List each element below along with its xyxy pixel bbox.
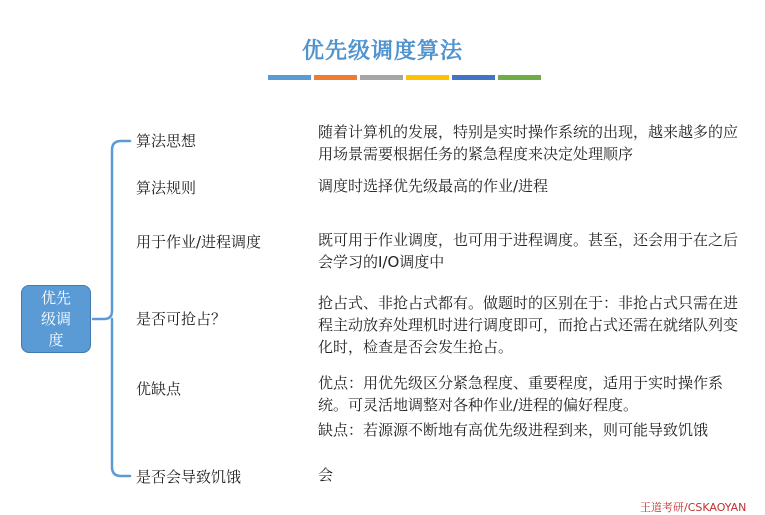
description-line: 优点：用优先级区分紧急程度、重要程度，适用于实时操作系统。可灵活地调整对各种作业/进程的偏好程度。 [318,374,724,414]
page-title: 优先级调度算法 [301,39,463,64]
row-label: 是否会导致饥饿 [136,468,242,486]
row-description [318,372,748,441]
row-label: 算法规则 [136,179,197,197]
description-line: 缺点：若源源不断地有高优先级进程到来，则可能导致饥饿 [318,421,709,439]
footer-watermark: 王道考研/CSKAOYAN [640,501,747,514]
root-node: 优先级调度 [21,285,91,353]
row-label: 优缺点 [136,380,182,398]
description-line: 随着计算机的发展，特别是实时操作系统的出现，越来越多的应用场景需要根据任务的紧急程度来决定处理顺序 [318,123,739,163]
row-description [318,464,748,486]
row-label: 用于作业/进程调度 [136,233,262,251]
row-description [318,229,748,273]
row-label: 算法思想 [136,132,197,150]
description-line: 会 [318,466,334,484]
row-description [318,292,748,358]
description-line: 既可用于作业调度，也可用于进程调度。甚至，还会用于在之后会学习的I/O调度中 [318,231,739,271]
description-line: 抢占式、非抢占式都有。做题时的区别在于：非抢占式只需在进程主动放弃处理机时进行调度即可，而抢占式还需在就绪队列变化时，检查是否会发生抢占。 [318,294,739,356]
row-description [318,175,748,197]
row-description [318,121,748,165]
row-label: 是否可抢占？ [136,310,227,328]
description-line: 调度时选择优先级最高的作业/进程 [318,177,549,195]
